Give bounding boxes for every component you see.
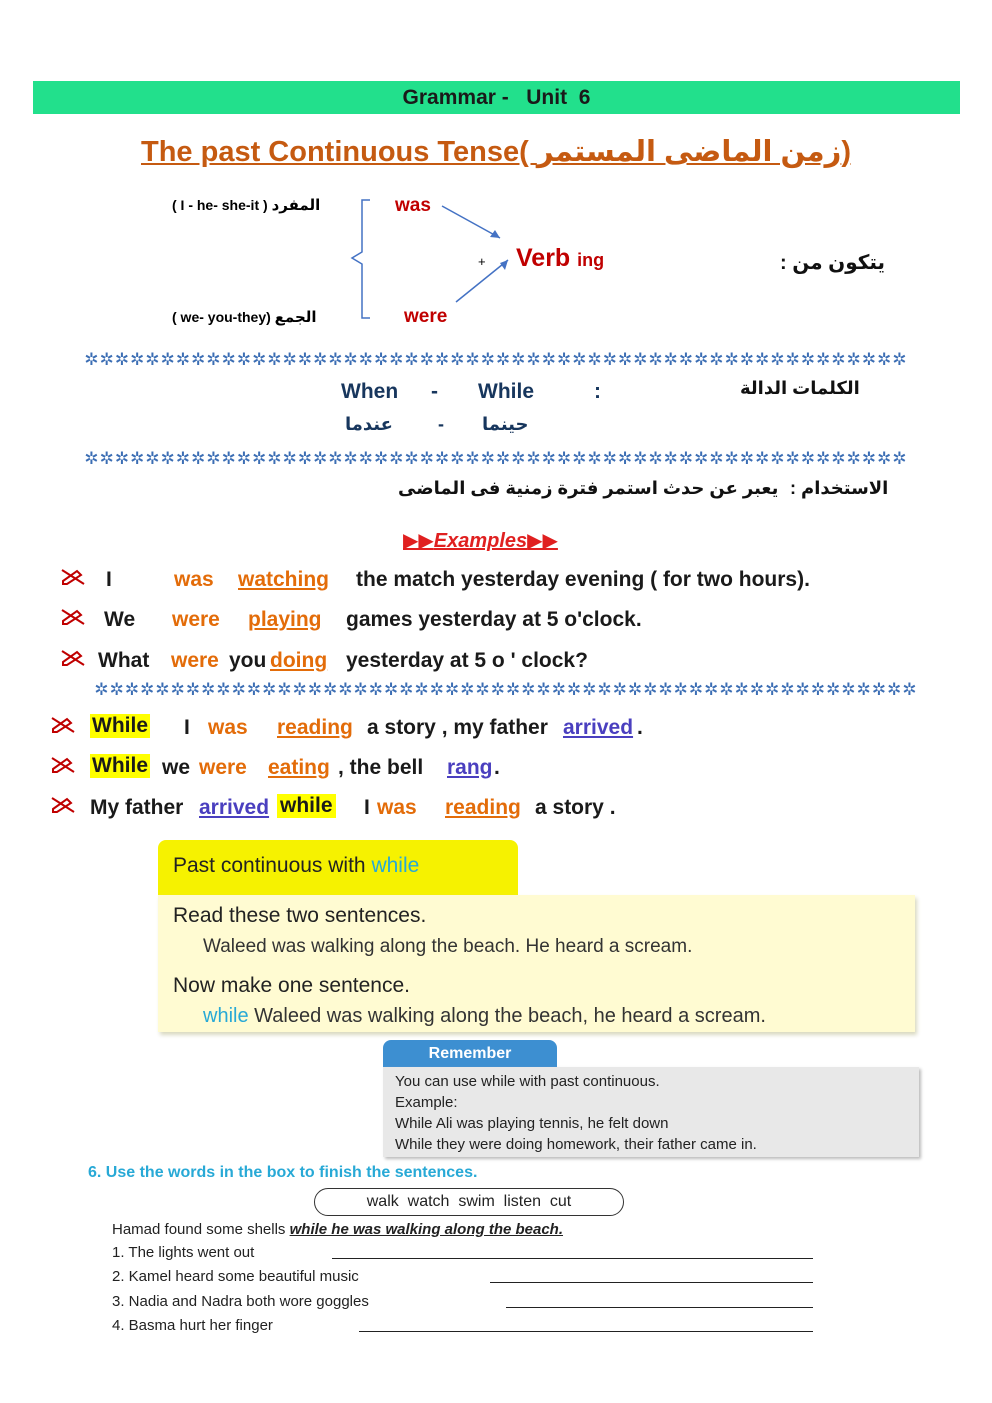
page-title: The past Continuous Tense( زمن الماضى المستمر): [141, 136, 851, 168]
example-verb: doing: [270, 649, 328, 672]
exercise-instruction: 6. Use the words in the box to finish the sentences.: [88, 1164, 478, 1181]
while-verb: reading: [445, 796, 521, 819]
singular-label-ar: المفرد: [271, 197, 321, 214]
pencil-icon: [50, 756, 76, 774]
make-word: while: [203, 1005, 249, 1027]
while-end: .: [637, 716, 643, 739]
info-title-word: while: [371, 854, 420, 877]
info-box-body: [158, 895, 915, 1032]
consists-of-ar: يتكون من :: [780, 252, 886, 274]
make-heading: Now make one sentence.: [173, 974, 410, 997]
usage-label-ar: الاستخدام :: [790, 478, 889, 498]
remember-line: While they were doing homework, their father came in.: [395, 1136, 757, 1153]
header-title: Grammar - Unit 6: [402, 86, 591, 109]
star-divider: ✲✲✲✲✲✲✲✲✲✲✲✲✲✲✲✲✲✲✲✲✲✲✲✲✲✲✲✲✲✲✲✲✲✲✲✲✲✲✲✲✲✲✲✲✲✲✲✲✲✲✲✲✲✲: [84, 449, 908, 468]
remember-box: [383, 1067, 919, 1157]
example-aux: was: [174, 568, 214, 591]
info-box-title: [158, 840, 518, 895]
example-rest: yesterday at 5 o ' clock?: [346, 649, 588, 672]
make-row: [203, 1005, 766, 1028]
while-word: While: [92, 754, 148, 777]
while-word: While: [92, 714, 148, 737]
while-subject: I: [184, 716, 190, 739]
singular-pronouns: ( I - he- she-it ): [172, 197, 268, 213]
usage-text-ar: يعبر عن حدث استمر فترة زمنية فى الماضى: [398, 478, 779, 498]
word-box: walk watch swim listen cut: [314, 1188, 624, 1216]
while-aux: was: [208, 716, 248, 739]
example-row: [60, 649, 588, 673]
keyword-dash: -: [431, 380, 438, 403]
were-label: were: [404, 306, 448, 327]
make-text: Waleed was walking along the beach, he heard a scream.: [254, 1005, 766, 1027]
while-rest: a story , my father: [367, 716, 548, 739]
header-bar: [33, 81, 960, 114]
pencil-icon: [50, 716, 76, 734]
pencil-icon: [60, 608, 86, 626]
plural-pronouns: ( we- you-they): [172, 309, 271, 325]
keyword-when: When: [341, 380, 399, 403]
while-rest: , the bell: [338, 756, 424, 779]
plus-sign: +: [478, 254, 486, 269]
read-text: Waleed was walking along the beach. He heard a scream.: [203, 936, 693, 957]
exercise-item: 2. Kamel heard some beautiful music: [112, 1268, 359, 1285]
example-row: [60, 568, 810, 592]
keyword-while: While: [478, 380, 534, 403]
example-subject: We: [104, 608, 136, 631]
remember-line: While Ali was playing tennis, he felt down: [395, 1115, 669, 1132]
examples-heading: [403, 528, 558, 553]
while-aux: was: [377, 796, 417, 819]
plural-row: [172, 308, 317, 326]
keyword-dash-ar: -: [438, 414, 444, 434]
example-row: [60, 608, 642, 632]
verb-ing: [516, 244, 604, 273]
while-rest: a story .: [535, 796, 616, 819]
arrow-was: [442, 206, 500, 238]
while-verb: eating: [268, 756, 330, 779]
singular-row: [172, 196, 320, 214]
exercise-item: 1. The lights went out: [112, 1244, 255, 1261]
examples-heading-text: Examples: [433, 530, 528, 552]
while-example-row: [50, 754, 500, 780]
remember-line: Example:: [395, 1094, 458, 1111]
while-end: .: [494, 756, 500, 779]
while-example-row: [50, 714, 643, 740]
brace-icon: [352, 200, 370, 318]
pencil-icon: [60, 568, 86, 586]
keyword-colon: :: [594, 380, 601, 403]
pencil-icon: [60, 649, 86, 667]
example-verb: playing: [248, 608, 322, 631]
example-mid: you: [229, 649, 267, 672]
was-label: was: [395, 195, 431, 216]
keywords-label-ar: الكلمات الدالة: [740, 378, 860, 398]
while-aux: were: [199, 756, 247, 779]
while-example-row: [50, 794, 616, 820]
answer-line[interactable]: [332, 1258, 813, 1259]
example-subject: I: [106, 568, 112, 591]
while-word: while: [277, 794, 336, 818]
example-aux: were: [171, 649, 219, 672]
remember-line: You can use while with past continuous.: [395, 1073, 660, 1090]
example-answer: while he was walking along the beach.: [289, 1221, 564, 1238]
pencil-icon: [50, 796, 76, 814]
remember-tab: Remember: [383, 1040, 557, 1067]
exercise-item: 4. Basma hurt her finger: [112, 1317, 273, 1334]
star-divider: ✲✲✲✲✲✲✲✲✲✲✲✲✲✲✲✲✲✲✲✲✲✲✲✲✲✲✲✲✲✲✲✲✲✲✲✲✲✲✲✲✲✲✲✲✲✲✲✲✲✲✲✲✲✲: [84, 350, 908, 369]
example-rest: the match yesterday evening ( for two hours).: [356, 568, 810, 591]
info-box-heading: [173, 854, 419, 878]
play-icon: ▶▶: [527, 530, 558, 552]
verb-label: Verb: [516, 244, 571, 272]
while-verb: reading: [277, 716, 353, 739]
answer-line[interactable]: [359, 1331, 813, 1332]
answer-line[interactable]: [506, 1307, 813, 1308]
while-past-verb: arrived: [563, 716, 634, 739]
read-heading: Read these two sentences.: [173, 904, 427, 927]
while-start: My father: [90, 796, 184, 819]
answer-line[interactable]: [490, 1282, 813, 1283]
when-ar: عندما: [345, 414, 393, 434]
example-aux: were: [172, 608, 220, 631]
play-icon: ▶▶: [403, 530, 434, 552]
example-subject: What: [98, 649, 150, 672]
plural-label-ar: الجمع: [274, 309, 317, 326]
info-title-prefix: Past continuous with: [173, 854, 366, 877]
while-ar: حينما: [482, 414, 529, 434]
example-verb: watching: [238, 568, 330, 591]
ing-label: ing: [577, 250, 605, 270]
example-prefix: Hamad found some shells: [112, 1221, 286, 1238]
example-rest: games yesterday at 5 o'clock.: [346, 608, 642, 631]
while-past-verb: rang: [447, 756, 493, 779]
exercise-example: [112, 1221, 563, 1238]
while-subject: we: [162, 756, 191, 779]
while-subject: I: [364, 796, 370, 819]
exercise-item: 3. Nadia and Nadra both wore goggles: [112, 1293, 369, 1310]
star-divider: ✲✲✲✲✲✲✲✲✲✲✲✲✲✲✲✲✲✲✲✲✲✲✲✲✲✲✲✲✲✲✲✲✲✲✲✲✲✲✲✲✲✲✲✲✲✲✲✲✲✲✲✲✲✲: [94, 680, 918, 699]
while-past-verb: arrived: [199, 796, 270, 819]
